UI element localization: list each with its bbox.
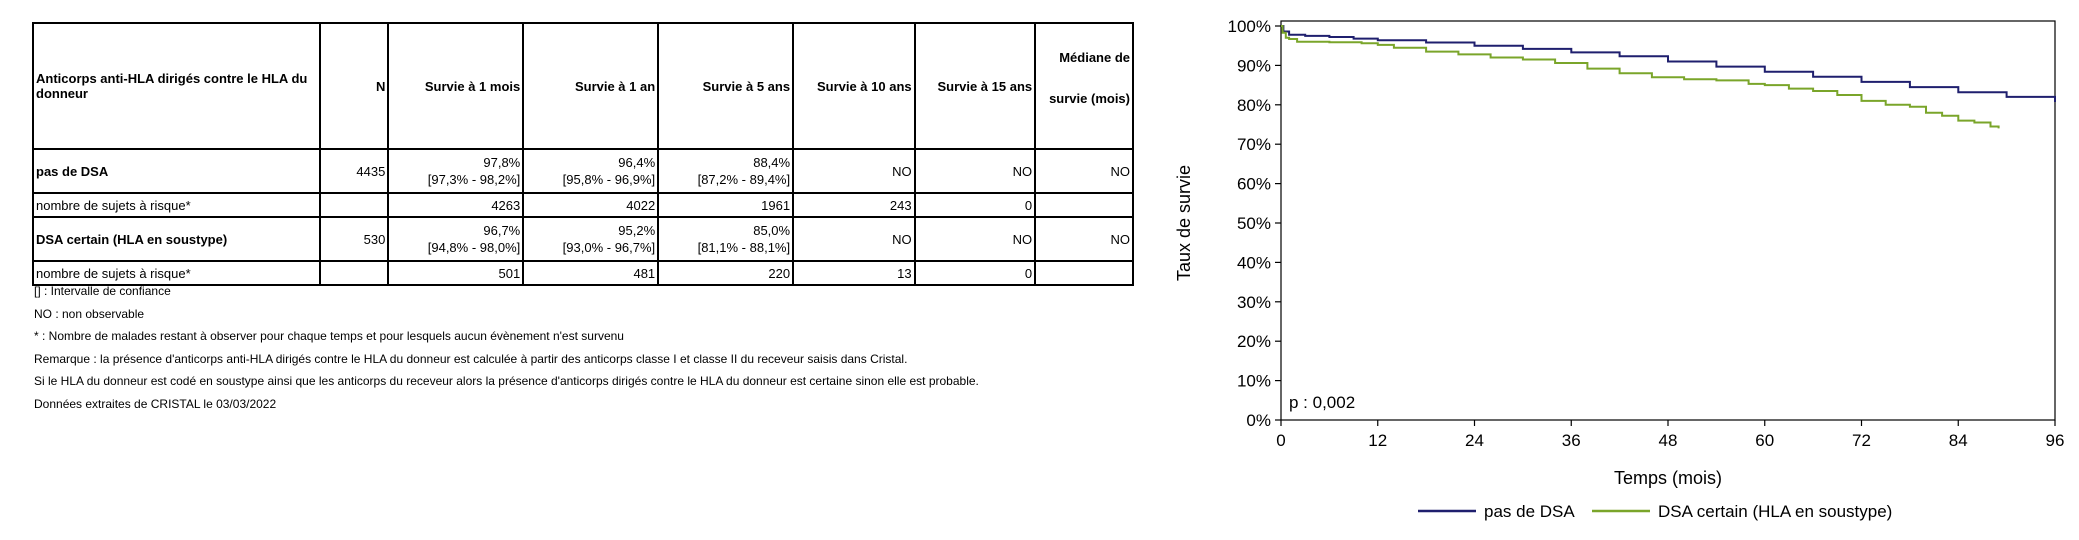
y-tick-label: 50% xyxy=(1236,214,1271,233)
p-value-annotation: p : 0,002 xyxy=(1289,393,1356,412)
confidence-interval: [87,2% - 89,4%] xyxy=(697,172,791,187)
survival-value: 85,0% xyxy=(753,223,791,238)
header-survival-1-month: Survie à 1 mois xyxy=(388,23,523,149)
footnote-subtype: Si le HLA du donneur est codé en soustype ainsi que les anticorps du receveur alors la présence d'anticorps dirigés contre le HLA du donneur est certaine sinon elle est probable. xyxy=(34,374,979,388)
y-tick-label: 20% xyxy=(1236,332,1271,352)
y-axis-label: Taux de survie xyxy=(1174,164,1194,282)
confidence-interval: [81,1% - 88,1%] xyxy=(697,240,791,255)
footnote-risk: * : Nombre de malades restant à observer pour chaque temps et pour lesquels aucun évènement n'est survenu xyxy=(34,329,624,343)
x-tick-label: 60 xyxy=(1755,431,1775,450)
y-tick-label: 100% xyxy=(1227,17,1271,36)
x-tick-label: 84 xyxy=(1948,431,1968,450)
risk-cell: 481 xyxy=(523,261,658,285)
risk-cell: 1961 xyxy=(658,193,793,217)
group-n: 530 xyxy=(320,217,388,261)
header-antibodies: Anticorps anti-HLA dirigés contre le HLA du donneur xyxy=(33,23,320,149)
footnote-ci: [] : Intervalle de confiance xyxy=(34,284,171,298)
survival-value: 96,4% xyxy=(618,155,656,170)
header-survival-1-year: Survie à 1 an xyxy=(523,23,658,149)
x-tick-label: 96 xyxy=(2045,431,2065,450)
y-tick-label: 10% xyxy=(1236,371,1271,391)
y-tick-label: 60% xyxy=(1236,174,1271,194)
survival-value: 88,4% xyxy=(753,155,791,170)
risk-cell: 0 xyxy=(915,193,1036,217)
survival-value: NO xyxy=(892,163,912,179)
x-tick-label: 48 xyxy=(1658,431,1678,450)
y-tick-label: 70% xyxy=(1236,135,1271,155)
median-cell: NO xyxy=(1035,149,1133,193)
y-tick-label: 80% xyxy=(1236,95,1271,115)
group-label: DSA certain (HLA en soustype) xyxy=(33,217,320,261)
series-line-0 xyxy=(1281,26,2055,102)
risk-cell: 4263 xyxy=(388,193,523,217)
risk-cell: 0 xyxy=(915,261,1036,285)
y-tick-label: 40% xyxy=(1236,253,1271,273)
risk-label: nombre de sujets à risque* xyxy=(33,193,320,217)
header-survival-10-years: Survie à 10 ans xyxy=(793,23,915,149)
footnote-remark: Remarque : la présence d'anticorps anti-HLA dirigés contre le HLA du donneur est calculée à partir des anticorps classe I et classe II du receveur saisis dans Cristal. xyxy=(34,351,908,366)
y-tick-label: 90% xyxy=(1236,56,1271,76)
legend-label-0: pas de DSA xyxy=(1484,502,1575,521)
x-axis-label: Temps (mois) xyxy=(1613,468,1723,488)
header-median-line-1: Médiane de xyxy=(1059,50,1130,65)
survival-value: 97,8% xyxy=(483,155,521,170)
group-label: pas de DSA xyxy=(33,149,320,193)
risk-cell: 501 xyxy=(388,261,523,285)
x-tick-label: 72 xyxy=(1852,431,1871,450)
x-tick-label: 0 xyxy=(1276,431,1286,450)
survival-value: NO xyxy=(892,231,912,247)
x-tick-label: 36 xyxy=(1561,431,1581,450)
risk-cell: 220 xyxy=(658,261,793,285)
group-n: 4435 xyxy=(320,149,388,193)
median-cell: NO xyxy=(1035,217,1133,261)
header-n: N xyxy=(320,23,388,149)
x-tick-label: 24 xyxy=(1465,431,1484,450)
header-survival-5-years: Survie à 5 ans xyxy=(658,23,793,149)
survival-value: NO xyxy=(1012,231,1033,247)
survival-value: NO xyxy=(1012,163,1033,179)
risk-cell: 4022 xyxy=(523,193,658,217)
risk-cell: 13 xyxy=(793,261,915,285)
confidence-interval: [97,3% - 98,2%] xyxy=(427,172,521,187)
confidence-interval: [94,8% - 98,0%] xyxy=(427,240,521,255)
confidence-interval: [93,0% - 96,7%] xyxy=(562,240,656,255)
footnote-source: Données extraites de CRISTAL le 03/03/2022 xyxy=(34,396,277,411)
x-tick-label: 12 xyxy=(1368,431,1388,450)
header-median-line-2: survie (mois) xyxy=(1049,91,1130,106)
plot-frame xyxy=(1281,21,2055,420)
header-survival-15-years: Survie à 15 ans xyxy=(915,23,1036,149)
footnote-no: NO : non observable xyxy=(34,306,145,321)
series-line-1 xyxy=(1281,26,1999,128)
y-tick-label: 30% xyxy=(1236,292,1271,312)
risk-label: nombre de sujets à risque* xyxy=(33,261,320,285)
risk-cell: 243 xyxy=(793,193,915,217)
y-tick-label: 0% xyxy=(1246,411,1271,430)
legend-label-1: DSA certain (HLA en soustype) xyxy=(1658,502,1893,521)
survival-value: 96,7% xyxy=(483,223,521,238)
survival-value: 95,2% xyxy=(618,223,656,238)
confidence-interval: [95,8% - 96,9%] xyxy=(562,172,656,187)
